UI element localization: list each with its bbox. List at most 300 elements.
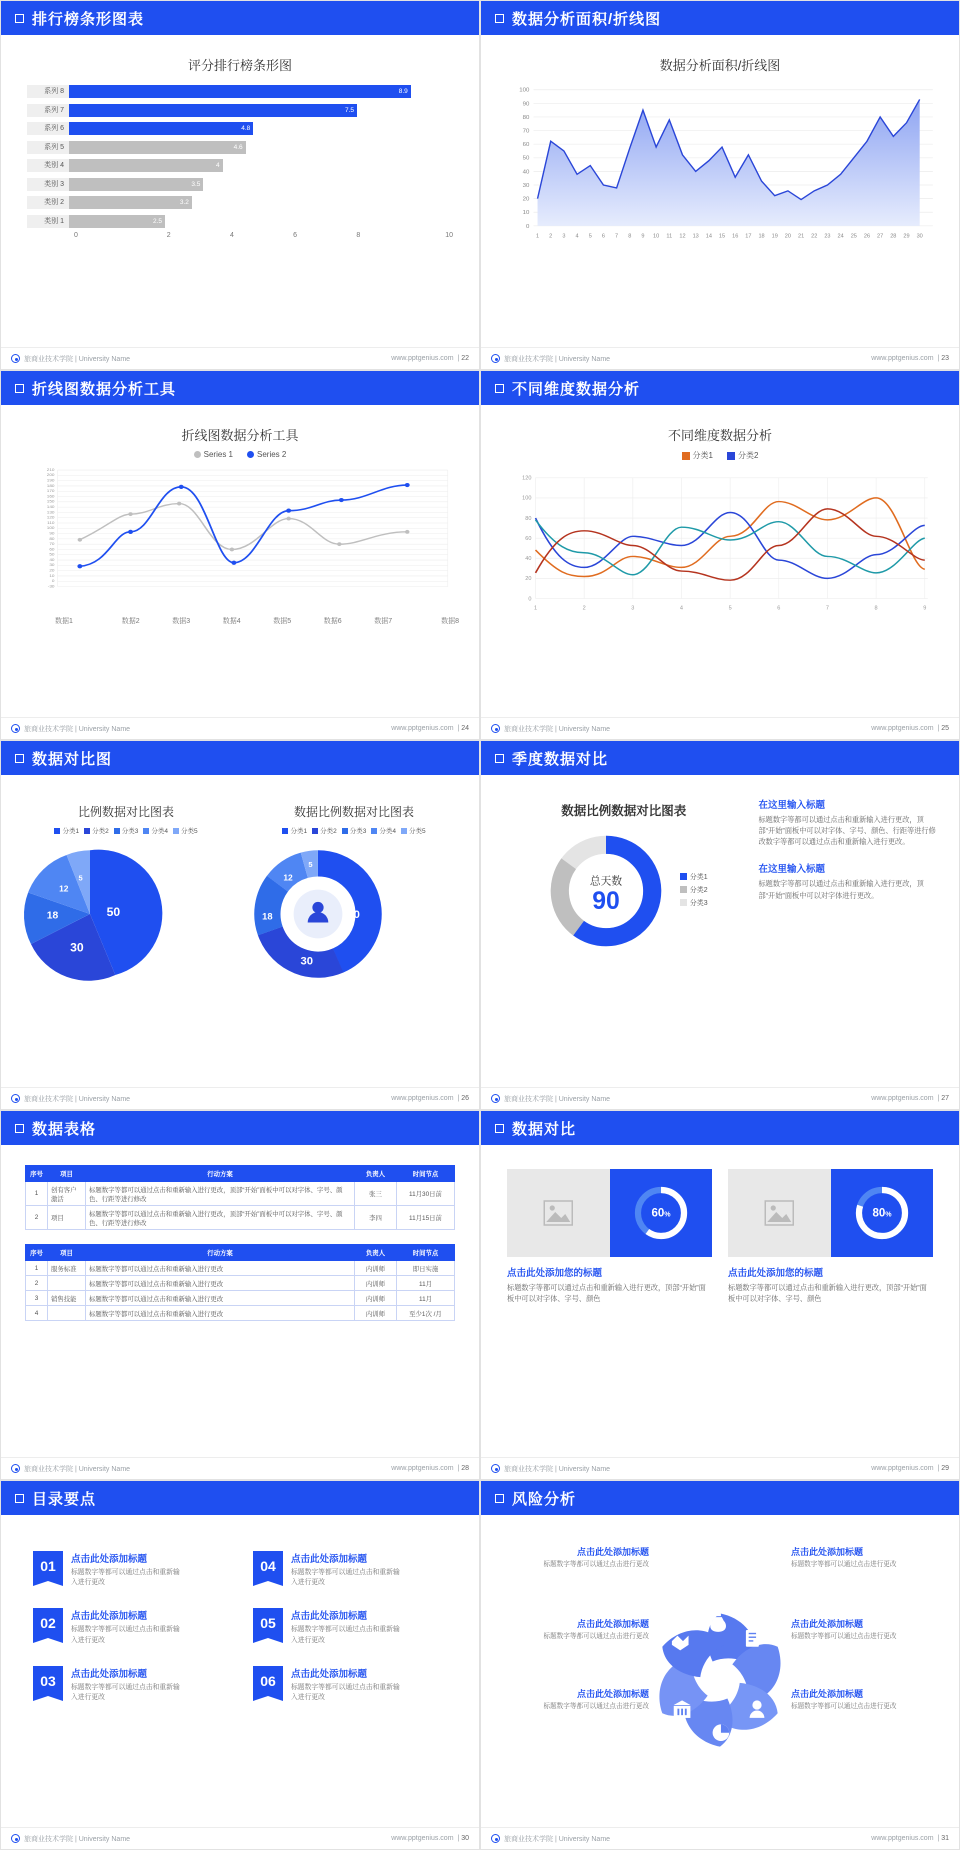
svg-text:4: 4 [679,605,684,612]
legend-item [680,872,708,882]
square-icon [495,754,504,763]
svg-text:8: 8 [628,233,632,240]
slide-title: 排行榜条形图表 [32,10,145,28]
page-number: 23 [941,355,949,362]
x-tick: 4 [229,232,234,239]
table-row [26,1291,455,1306]
table-row [26,1206,455,1230]
svg-text:4: 4 [575,233,579,240]
catalog-text: 标题数字等都可以通过点击和重新输入进行更改 [71,1683,180,1701]
x-axis-ticks [74,232,453,239]
bar-track [69,122,453,135]
bar-track [69,159,453,172]
slide-title: 季度数据对比 [512,750,609,768]
svg-text:-30: -30 [47,583,55,589]
text-panel [758,791,945,957]
x-tick: 8 [356,232,361,239]
svg-text:60: 60 [525,536,532,542]
square-icon [495,384,504,393]
svg-text:21: 21 [797,233,805,240]
slide-data-tables [0,1110,480,1480]
svg-text:80: 80 [49,536,55,541]
slide-title: 数据对比 [512,1120,577,1138]
slide-body [481,35,959,347]
slide-header [1,371,479,405]
data-table [25,1244,455,1321]
slide-footer: 旅商业技术学院 | University Name www.pptgenius.com | 31 [481,1827,959,1849]
catalog-number: 04 [253,1551,283,1581]
svg-text:6: 6 [601,233,605,240]
page-number: 31 [941,1835,949,1842]
pie-value: 5 [78,873,83,883]
donut-center-value: 90 [592,888,620,916]
svg-text:40: 40 [49,557,55,562]
table-header-row [26,1245,455,1261]
cell-no: 1 [26,1182,48,1206]
footer-school: 旅商业技术学院 | University Name [504,1465,611,1473]
cell-plan: 标题数字等都可以通过点击和重新输入进行更改 [86,1276,355,1291]
slide-body [481,1515,959,1827]
legend-swatch-icon [680,873,687,880]
image-placeholder [507,1169,610,1257]
risk-heading: 点击此处添加标题 [791,1547,864,1557]
col-header: 行动方案 [86,1245,355,1261]
catalog-grid [11,1521,469,1723]
slide-footer: 旅商业技术学院 | University Name www.pptgenius.com | 24 [1,717,479,739]
slide-footer: 旅商业技术学院 | University Name www.pptgenius.com | 22 [1,347,479,369]
bar-track [69,85,453,98]
catalog-number: 05 [253,1608,283,1638]
cell-no: 3 [26,1291,48,1306]
svg-text:9: 9 [641,233,645,240]
legend-item [727,450,758,461]
slide-footer: 旅商业技术学院 | University Name www.pptgenius.com | 30 [1,1827,479,1849]
svg-text:30: 30 [916,233,923,240]
legend-item [282,826,307,835]
footer-site: www.pptgenius.com [871,355,934,362]
legend-item [342,826,367,835]
bar-label: 类别 4 [27,159,69,172]
logo-icon [11,1094,20,1103]
legend-item [247,450,286,459]
legend-label: 分类1 [689,873,708,881]
risk-item [791,1687,931,1712]
svg-text:30: 30 [522,183,530,189]
bar-value: 4.8 [241,125,251,132]
progress-ring-svg [630,1182,692,1244]
footer-school: 旅商业技术学院 | University Name [504,1095,611,1103]
svg-text:23: 23 [824,233,831,240]
document-icon [746,1630,759,1647]
bar-fill [69,122,253,135]
footer-school: 旅商业技术学院 | University Name [504,355,611,363]
bar-label: 类别 3 [27,178,69,191]
x-tick: 数据5 [273,618,292,625]
catalog-heading: 点击此处添加标题 [71,1554,148,1565]
svg-text:22: 22 [811,233,818,240]
card-visual [728,1169,933,1257]
svg-text:210: 210 [46,467,55,472]
svg-text:150: 150 [46,498,55,504]
legend-swatch-icon [173,828,179,834]
donut-value: 18 [262,911,273,922]
catalog-column [253,1551,447,1723]
slide-body [481,775,959,1087]
legend-swatch-icon [114,828,120,834]
line-chart [11,463,469,613]
bar-row [27,140,453,155]
footer-school: 旅商业技术学院 | University Name [24,355,131,363]
cell-no: 2 [26,1276,48,1291]
slide-catalog [0,1480,480,1850]
risk-text: 标题数字等都可以通过点击进行更改 [791,1561,897,1568]
risk-item [509,1687,649,1712]
risk-text: 标题数字等都可以通过点击进行更改 [543,1561,649,1568]
comparison-card [728,1169,933,1304]
progress-ring-box [610,1169,713,1257]
bar-fill [69,85,411,98]
catalog-heading: 点击此处添加标题 [291,1668,368,1680]
x-tick: 数据3 [172,618,191,625]
cell-date: 11月30日前 [397,1182,455,1206]
bar-row [27,195,453,210]
cell-owner: 内训师 [355,1306,397,1321]
slide-header [1,741,479,775]
legend-item [401,826,426,835]
bar-label: 系列 8 [27,85,69,98]
svg-text:10: 10 [49,573,55,578]
svg-text:5: 5 [588,233,592,240]
slide-body [1,1515,479,1827]
catalog-heading: 点击此处添加标题 [71,1611,148,1623]
logo-icon [491,354,500,363]
x-tick: 数据2 [121,618,140,625]
svg-text:100: 100 [46,525,55,531]
slide-body [1,405,479,717]
bar-label: 系列 6 [27,122,69,135]
slide-footer: 旅商业技术学院 | University Name www.pptgenius.com | 28 [1,1457,479,1479]
area-chart [491,80,949,255]
footer-school: 旅商业技术学院 | University Name [24,725,131,733]
risk-text: 标题数字等都可以通过点击进行更改 [791,1633,897,1640]
slide-pie-comparison [0,740,480,1110]
x-tick: 数据1 [55,618,73,625]
slide-bar-ranking [0,0,480,370]
slide-body [1,775,479,1087]
bar-label: 类别 1 [27,215,69,228]
legend-swatch-icon [401,828,407,834]
svg-text:24: 24 [837,233,844,240]
svg-text:10: 10 [522,210,530,217]
bar-fill [69,178,203,191]
legend-swatch-icon [54,828,60,834]
legend-label: 分类1 [62,828,80,835]
logo-icon [491,1834,500,1843]
square-icon [495,1124,504,1133]
page-number: 27 [941,1095,949,1102]
donut-center-label: 总天数 [589,875,622,888]
svg-text:20: 20 [784,233,792,240]
area-chart-svg [497,80,943,255]
footer-site: www.pptgenius.com [871,1465,934,1472]
square-icon [495,14,504,23]
cell-owner: 内训师 [355,1261,397,1276]
svg-text:40: 40 [525,556,532,562]
svg-text:9: 9 [923,605,927,612]
legend-label: Series 2 [257,450,287,459]
logo-icon [491,724,500,733]
donut-value: 30 [300,955,314,968]
svg-text:26: 26 [863,233,871,240]
footer-site: www.pptgenius.com [391,355,454,362]
bar-fill [69,141,246,154]
svg-text:17: 17 [745,233,752,240]
chart-title: 不同维度数据分析 [667,428,772,443]
image-placeholder [728,1169,831,1257]
slide-header [481,1481,959,1515]
square-icon [495,1494,504,1503]
cell-item [48,1306,86,1321]
slide-title: 风险分析 [512,1490,577,1508]
svg-text:25: 25 [850,233,857,240]
cell-date: 即日实施 [397,1261,455,1276]
chart-title: 折线图数据分析工具 [181,428,299,443]
card-heading: 点击此处添加您的标题 [507,1268,603,1279]
legend-label: 分类5 [408,828,426,835]
page-number: 22 [461,355,469,362]
catalog-item[interactable] [253,1666,447,1703]
slide-footer: 旅商业技术学院 | University Name www.pptgenius.com | 26 [1,1087,479,1109]
catalog-item[interactable] [253,1551,447,1588]
table-row [26,1182,455,1206]
cell-plan: 标题数字等都可以通过点击和重新输入进行更改 [86,1261,355,1276]
svg-text:5: 5 [728,605,732,612]
bar-value: 8.9 [398,88,408,95]
svg-text:3: 3 [562,233,566,240]
bar-track [69,104,453,117]
pie-chart-right [243,787,465,989]
svg-text:70: 70 [49,541,55,546]
catalog-item[interactable] [33,1608,227,1645]
catalog-item[interactable] [33,1551,227,1588]
x-tick: 数据8 [441,618,459,625]
card-text: 标题数字等都可以通过点击和重新输入进行更改，顶部“开始”面板中可以对字体、字号、颜色 [728,1283,927,1304]
footer-school: 旅商业技术学院 | University Name [504,1835,611,1843]
cell-owner: 内训师 [355,1291,397,1306]
svg-text:140: 140 [46,504,55,509]
svg-text:190: 190 [46,477,55,483]
pinwheel-svg [628,1588,813,1773]
legend-swatch-icon [342,828,348,834]
svg-text:29: 29 [903,233,910,240]
svg-text:0: 0 [51,578,55,584]
bar-row [27,121,453,136]
cell-no: 4 [26,1306,48,1321]
cell-plan: 标题数字等都可以通过点击和重新输入进行更改 [86,1306,355,1321]
data-table [25,1165,455,1230]
table-row [26,1276,455,1291]
donut-value: 12 [283,872,293,883]
slide-line-tool [0,370,480,740]
svg-text:90: 90 [522,101,530,108]
bar-row [27,214,453,229]
legend-item [84,826,109,835]
catalog-text: 标题数字等都可以通过点击和重新输入进行更改 [71,1569,180,1587]
page-number: 29 [941,1465,949,1472]
legend-label: 分类3 [121,828,139,835]
bar-fill [69,159,223,172]
slide-footer: 旅商业技术学院 | University Name www.pptgenius.com | 23 [481,347,959,369]
slide-header [481,1,959,35]
slide-body [481,405,959,717]
pie-chart-left [15,787,237,989]
risk-text: 标题数字等都可以通过点击进行更改 [791,1703,897,1710]
catalog-item[interactable] [33,1666,227,1703]
svg-text:120: 120 [46,514,55,520]
svg-text:30: 30 [49,562,55,568]
slide-data-comparison [480,1110,960,1480]
svg-text:7: 7 [825,605,829,612]
risk-heading: 点击此处添加标题 [576,1547,649,1557]
footer-site: www.pptgenius.com [391,1095,454,1102]
slide-area-line [480,0,960,370]
legend-item [114,826,139,835]
catalog-heading: 点击此处添加标题 [71,1668,148,1680]
svg-text:3: 3 [631,605,635,612]
legend-label: 分类2 [689,886,708,894]
svg-text:110: 110 [47,520,55,525]
svg-text:90: 90 [49,530,55,536]
legend-item [680,885,708,895]
logo-icon [491,1464,500,1473]
risk-item [509,1617,649,1642]
page-number: 28 [461,1465,469,1472]
cell-owner: 张三 [355,1182,397,1206]
slide-title: 数据分析面积/折线图 [512,10,662,28]
pie-value: 12 [59,883,69,894]
logo-icon [11,724,20,733]
legend-swatch-icon [282,828,288,834]
legend-swatch-icon [680,886,687,893]
legend-label: 分类5 [180,828,198,835]
col-header: 项目 [48,1166,86,1182]
table-top [11,1151,469,1234]
x-tick: 2 [166,232,171,239]
svg-text:20: 20 [49,567,55,573]
cell-date: 11月 [397,1276,455,1291]
catalog-number: 03 [33,1666,63,1696]
donut-svg [243,839,393,989]
catalog-number: 06 [253,1666,283,1696]
ring-percent: 80% [872,1207,892,1220]
donut-svg [540,825,672,957]
slide-risk-analysis [480,1480,960,1850]
risk-item [509,1545,649,1570]
card-visual [507,1169,712,1257]
svg-text:12: 12 [679,233,686,240]
slide-body [481,1145,959,1457]
footer-site: www.pptgenius.com [391,725,454,732]
svg-text:80: 80 [525,516,532,522]
footer-site: www.pptgenius.com [871,725,934,732]
square-icon [15,1124,24,1133]
quarter-content [491,781,949,957]
col-header: 时间节点 [397,1245,455,1261]
bar-fill [69,215,165,228]
slide-body [1,1145,479,1457]
x-axis-ticks [55,616,459,626]
bar-row [27,177,453,192]
page-number: 26 [461,1095,469,1102]
col-header: 负责人 [355,1166,397,1182]
svg-text:2: 2 [549,233,553,240]
legend-label: 分类4 [151,828,168,835]
x-tick: 6 [293,232,298,239]
svg-text:18: 18 [758,233,765,240]
cell-no: 1 [26,1261,48,1276]
x-tick: 数据6 [323,618,342,625]
legend-label: 分类2 [320,828,337,835]
cell-date: 至少1次 /月 [397,1306,455,1321]
risk-heading: 点击此处添加标题 [791,1689,864,1699]
line-chart-svg [17,463,463,613]
risk-diagram [491,1521,949,1827]
chart-title: 数据比例数据对比图表 [293,805,414,819]
chart-legend [680,872,708,911]
bar-fill [69,104,357,117]
bar-value: 7.5 [344,106,354,114]
svg-text:10: 10 [653,233,660,240]
catalog-heading: 点击此处添加标题 [291,1611,368,1623]
footer-site: www.pptgenius.com [391,1835,454,1842]
footer-school: 旅商业技术学院 | University Name [24,1835,131,1843]
legend-label: 分类3 [689,899,708,907]
legend-label: 分类1 [692,451,713,460]
legend-item [194,450,233,459]
legend-swatch-icon [312,828,318,834]
slide-footer: 旅商业技术学院 | University Name www.pptgenius.com | 29 [481,1457,959,1479]
block-text: 标题数字等都可以通过点击和重新输入进行更改，顶部“开始”面板中可以对字体进行更改。 [758,879,924,900]
bar-track [69,141,453,154]
bar-value: 2.5 [152,217,162,225]
donut-value: 50 [347,908,360,921]
col-header: 行动方案 [86,1166,355,1182]
catalog-item[interactable] [253,1608,447,1645]
table-bottom [11,1234,469,1325]
risk-item [791,1617,931,1642]
card-heading: 点击此处添加您的标题 [728,1268,824,1279]
svg-text:7: 7 [615,233,619,240]
x-tick: 10 [445,232,454,239]
square-icon [15,1494,24,1503]
logo-icon [11,1834,20,1843]
bar-value: 4.6 [233,143,243,151]
cell-item: 创有客户激活 [48,1182,86,1206]
chart-title: 数据分析面积/折线图 [659,58,781,73]
risk-text: 标题数字等都可以通过点击进行更改 [543,1633,649,1640]
legend-label: 分类2 [738,451,759,460]
bar-row [27,84,453,99]
progress-ring-svg [851,1182,913,1244]
svg-text:19: 19 [771,233,778,240]
comparison-card [507,1169,712,1304]
svg-text:11: 11 [666,233,673,240]
catalog-text: 标题数字等都可以通过点击和重新输入进行更改 [291,1569,400,1587]
multi-line-chart [491,465,949,625]
svg-text:13: 13 [692,233,699,240]
svg-text:2: 2 [582,605,586,612]
slide-quarter-comparison [480,740,960,1110]
